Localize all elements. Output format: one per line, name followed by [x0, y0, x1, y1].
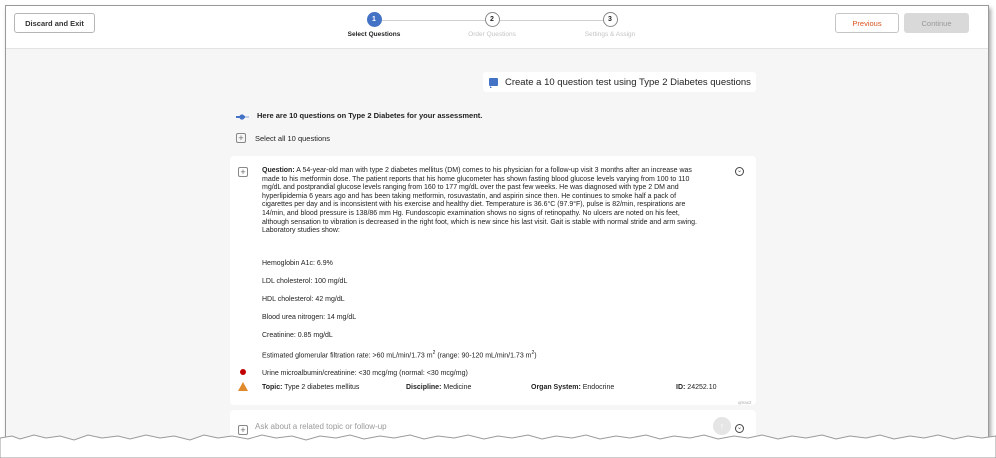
step-select-questions [324, 12, 424, 38]
organ-value: Endocrine [582, 384, 615, 391]
topic-value: Type 2 diabetes mellitus [284, 384, 360, 391]
step-number: 1 [367, 12, 382, 27]
select-all-row[interactable] [236, 133, 330, 143]
discard-and-exit-button[interactable]: Discard and Exit [14, 13, 95, 33]
intro-text: Here are 10 questions on Type 2 Diabetes for your assessment. [257, 111, 483, 120]
question-code: qmax2 [738, 400, 752, 405]
warning-icon [238, 382, 248, 391]
question-card [230, 156, 756, 405]
question-stem [262, 167, 702, 236]
lab-egfr [262, 350, 537, 359]
step-settings-assign [560, 12, 660, 38]
id-label: ID: [676, 384, 686, 391]
topic-label: Topic: [262, 384, 283, 391]
step-order-questions [442, 12, 542, 38]
send-arrow-icon[interactable]: ↑ [713, 417, 731, 435]
chevron-down-icon[interactable]: ⌄ [736, 425, 743, 431]
chat-icon [489, 78, 498, 86]
step-number: 3 [603, 12, 618, 27]
lab-value: HDL cholesterol: 42 mg/dL [262, 296, 345, 303]
plus-icon[interactable]: + [236, 133, 246, 143]
discipline-label: Discipline: [406, 384, 442, 391]
top-bar [6, 6, 988, 49]
question-text: A 54-year-old man with type 2 diabetes mellitus (DM) comes to his physician for a follow-up visit 3 months after an increase was made to his metformin dose. The patient reports that his home glucometer has shown fasting blood glucose levels varying from 100 to 110 mg/dL and postprandial glucose levels ranging from 160 to 177 mg/dL over the past few weeks. He was diagnosed with type 2 DM and hyperlipidemia 6 years ago and has been taking metformin, rosuvastatin, and aspirin since then. He continues to smoke half a pack of cigarettes per day and is inconsistent with his exercise and healthy diet. Temperature is 36.6°C (97.9°F), pulse is 82/min, respirations are 14/min, and blood pressure is 138/86 mm Hg. Fundoscopic examination shows no signs of retinopathy. No ulcers are noted on his feet, although sensation to vibration is decreased in the right foot, which is new since his last visit. Gait is stable with normal stride and arm swing. Laboratory studies show: [262, 167, 697, 235]
user-prompt-bubble [483, 72, 756, 92]
egfr-superscript: 2 [432, 350, 436, 356]
select-all-label: Select all 10 questions [255, 133, 331, 143]
add-question-plus-icon[interactable]: + [238, 167, 248, 177]
red-status-dot [240, 369, 246, 375]
id-value: 24252.10 [687, 384, 717, 391]
discipline-meta [406, 384, 471, 391]
lab-value: Blood urea nitrogen: 14 mg/dL [262, 314, 357, 321]
step-label: Settings & Assign [584, 31, 636, 38]
previous-button[interactable]: Previous [835, 13, 899, 33]
lab-value: Hemoglobin A1c: 6.9% [262, 260, 333, 267]
organ-system-meta [531, 384, 614, 391]
lab-value: LDL cholesterol: 100 mg/dL [262, 278, 348, 285]
organ-label: Organ System: [531, 384, 581, 391]
egfr-suffix: ) [534, 352, 537, 360]
question-id-meta [676, 384, 717, 391]
plus-icon[interactable]: + [238, 425, 248, 435]
torn-edge [0, 430, 996, 458]
follow-up-input[interactable]: Ask about a related topic or follow-up [255, 422, 387, 431]
lab-urine: Urine microalbumin/creatinine: <30 mcg/mg (normal: <30 mcg/mg) [262, 370, 468, 377]
egfr-prefix: Estimated glomerular filtration rate: >60 mL/min/1.73 m [262, 352, 433, 360]
prompt-text: Create a 10 question test using Type 2 Diabetes questions [505, 76, 751, 88]
step-label: Order Questions [468, 31, 516, 38]
question-label: Question: [262, 167, 295, 174]
discipline-value: Medicine [443, 384, 472, 391]
lab-value: Creatinine: 0.85 mg/dL [262, 332, 333, 339]
step-number: 2 [485, 12, 500, 27]
assistant-icon [236, 113, 249, 119]
topic-meta [262, 384, 359, 391]
assistant-intro [236, 111, 482, 120]
app-window [5, 5, 989, 445]
continue-button[interactable]: Continue [904, 13, 969, 33]
step-label: Select Questions [347, 31, 401, 38]
chevron-down-icon[interactable]: ⌄ [736, 168, 743, 174]
egfr-superscript: 2 [531, 350, 535, 356]
egfr-range: (range: 90-120 mL/min/1.73 m [435, 352, 532, 360]
